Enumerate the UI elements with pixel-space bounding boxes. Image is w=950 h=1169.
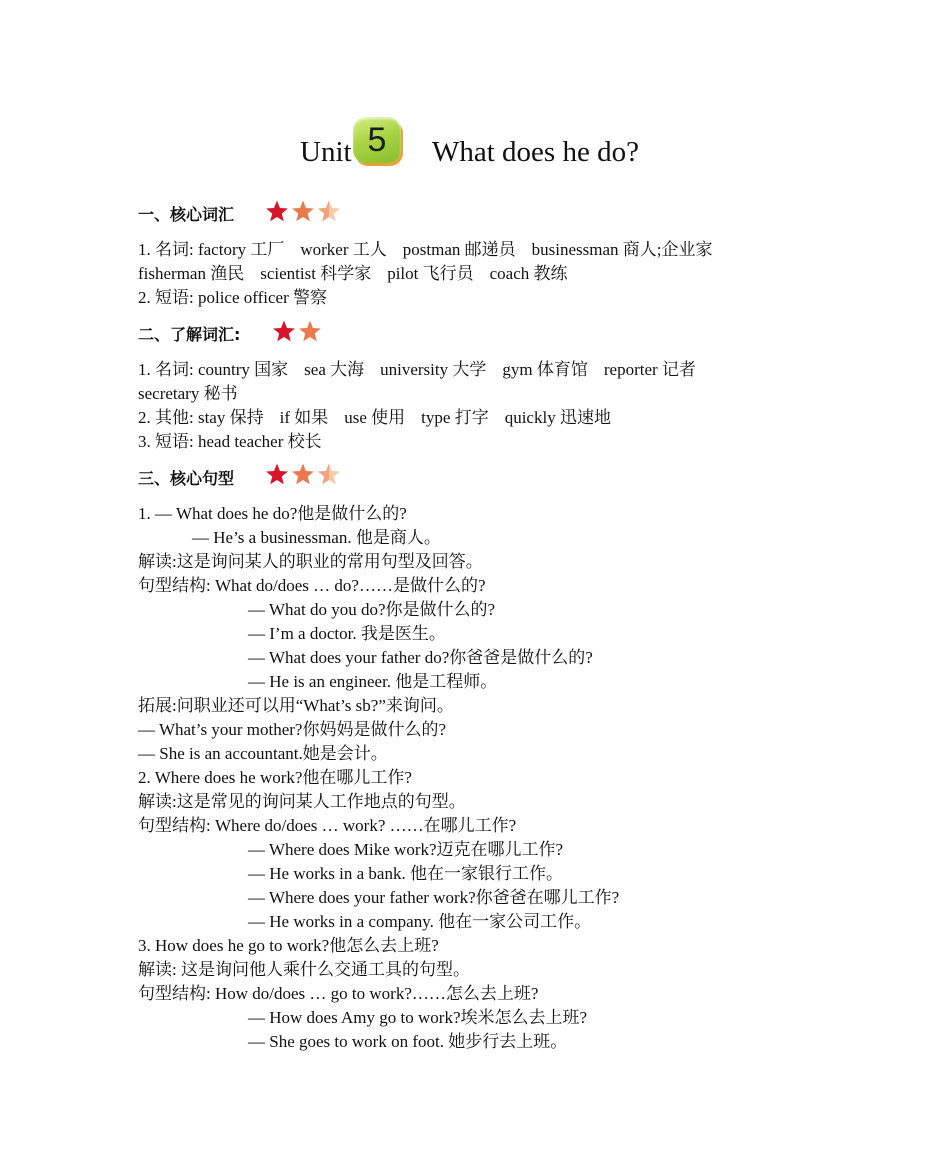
unit-title	[0, 112, 950, 192]
star-rating-graphic	[265, 199, 347, 225]
vocab-line: fisherman 渔民 scientist 科学家 pilot 飞行员 coach 教练	[138, 264, 568, 283]
unit-title-text: What does he do?	[432, 136, 639, 168]
sentence-line: 解读: 这是询问他人乘什么交通工具的句型。	[138, 960, 470, 979]
unit-number: 5	[367, 121, 387, 159]
star-rating-core-sentences	[265, 462, 347, 488]
sentence-line: — He works in a company. 他在一家公司工作。	[248, 912, 592, 931]
sentence-line: — He’s a businessman. 他是商人。	[192, 528, 441, 547]
vocab-line: secretary 秘书	[138, 384, 238, 403]
star-rating-extra-vocab	[272, 319, 328, 345]
vocab-line: 1. 名词: factory 工厂 worker 工人 postman 邮递员 businessman 商人;企业家	[138, 240, 713, 259]
sentence-line: 2. Where does he work?他在哪儿工作?	[138, 768, 412, 787]
sentence-line: — He works in a bank. 他在一家银行工作。	[248, 864, 563, 883]
sentence-line: — She is an accountant.她是会计。	[138, 744, 388, 763]
sentence-line: 解读:这是常见的询问某人工作地点的句型。	[138, 792, 466, 811]
sentence-line: 句型结构: How do/does … go to work?……怎么去上班?	[138, 984, 539, 1003]
sentence-line: — She goes to work on foot. 她步行去上班。	[248, 1032, 568, 1051]
star-icon	[292, 201, 314, 222]
star-icon	[292, 464, 314, 485]
sentence-line: — What do you do?你是做什么的?	[248, 600, 496, 619]
sentence-line: — What does your father do?你爸爸是做什么的?	[248, 648, 593, 667]
sentence-line: 3. How does he go to work?他怎么去上班?	[138, 936, 439, 955]
section-heading-core-sentences: 三、核心句型	[138, 469, 235, 488]
sentence-line: 句型结构: Where do/does … work? ……在哪儿工作?	[138, 816, 517, 835]
sentence-line: — How does Amy go to work?埃米怎么去上班?	[248, 1008, 588, 1027]
unit-word: Unit	[300, 136, 352, 168]
unit-number-badge	[353, 117, 401, 163]
sentence-line: 解读:这是询问某人的职业的常用句型及回答。	[138, 552, 483, 571]
sentence-line: — What’s your mother?你妈妈是做什么的?	[138, 720, 447, 739]
vocab-line: 3. 短语: head teacher 校长	[138, 432, 322, 451]
sentence-line: 1. — What does he do?他是做什么的?	[138, 504, 407, 523]
sentence-line: — Where does your father work?你爸爸在哪儿工作?	[248, 888, 620, 907]
section-heading-extra-vocab: 二、了解词汇:	[138, 325, 241, 344]
sentence-line: — Where does Mike work?迈克在哪儿工作?	[248, 840, 564, 859]
star-icon	[266, 464, 288, 485]
star-icon	[299, 321, 321, 342]
sentence-line: 句型结构: What do/does … do?……是做什么的?	[138, 576, 486, 595]
star-icon	[266, 201, 288, 222]
star-rating-graphic	[272, 319, 328, 345]
vocab-line: 2. 短语: police officer 警察	[138, 288, 328, 307]
vocab-line: 2. 其他: stay 保持 if 如果 use 使用 type 打字 quickly 迅速地	[138, 408, 611, 427]
vocab-line: 1. 名词: country 国家 sea 大海 university 大学 gym 体育馆 reporter 记者	[138, 360, 696, 379]
star-rating-graphic	[265, 462, 347, 488]
sentence-line: — He is an engineer. 他是工程师。	[248, 672, 498, 691]
section-heading-core-vocab: 一、核心词汇	[138, 205, 235, 224]
sentence-line: 拓展:问职业还可以用“What’s sb?”来询问。	[138, 696, 454, 715]
star-rating-core-vocab	[265, 199, 347, 225]
star-icon	[273, 321, 295, 342]
sentence-line: — I’m a doctor. 我是医生。	[248, 624, 446, 643]
